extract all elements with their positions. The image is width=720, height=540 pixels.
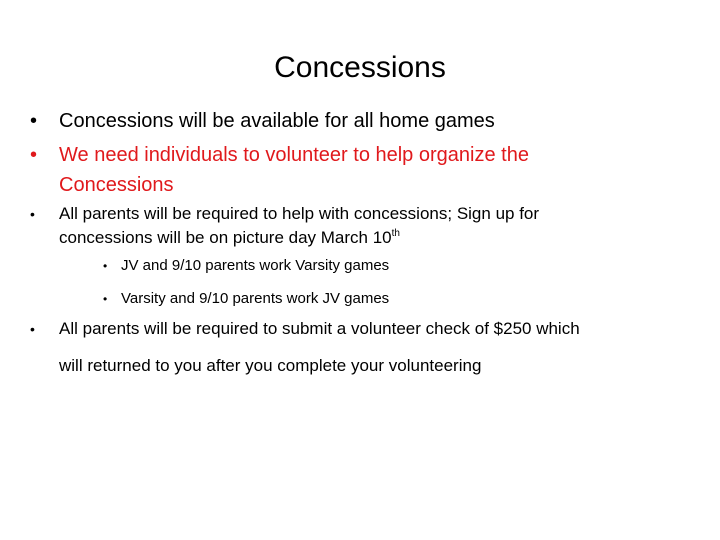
subbullet-varsity-work-jv — [103, 289, 663, 309]
bullet-dot: • — [30, 144, 38, 166]
bullet-need-volunteers — [30, 140, 670, 200]
bullet-text: JV and 9/10 parents work Varsity games — [121, 257, 390, 274]
bullet-text: Varsity and 9/10 parents work JV games — [121, 290, 390, 307]
bullet-parents-help-concessions — [30, 202, 690, 250]
bullet-volunteer-check — [30, 317, 705, 378]
bullet-text — [30, 202, 690, 250]
bullet-text-line: will returned to you after you complete your volunteering — [59, 356, 482, 375]
ordinal-suffix: th — [391, 228, 400, 239]
bullet-text-line: Concessions — [59, 174, 174, 196]
bullet-dot: • — [103, 292, 108, 306]
bullet-text-main: concessions will be on picture day March 10 — [59, 228, 392, 247]
bullet-dot: • — [30, 110, 38, 132]
bullet-text — [30, 140, 670, 200]
bullet-dot: • — [30, 206, 35, 222]
bullet-text-line — [59, 226, 690, 250]
bullet-text-line: All parents will be required to submit a volunteer check of $250 which — [59, 319, 580, 338]
bullet-available-home-games — [30, 106, 670, 136]
line-spacer — [59, 341, 705, 354]
bullet-text — [30, 317, 705, 378]
bullet-dot: • — [30, 321, 35, 337]
bullet-text-line: We need individuals to volunteer to help organize the — [59, 144, 529, 166]
bullet-text: Concessions will be available for all home games — [59, 110, 495, 132]
bullet-text-line: All parents will be required to help with concessions; Sign up for — [59, 204, 540, 223]
bullet-dot: • — [103, 259, 108, 273]
slide-title: Concessions — [274, 51, 446, 84]
subbullet-jv-work-varsity — [103, 256, 663, 276]
